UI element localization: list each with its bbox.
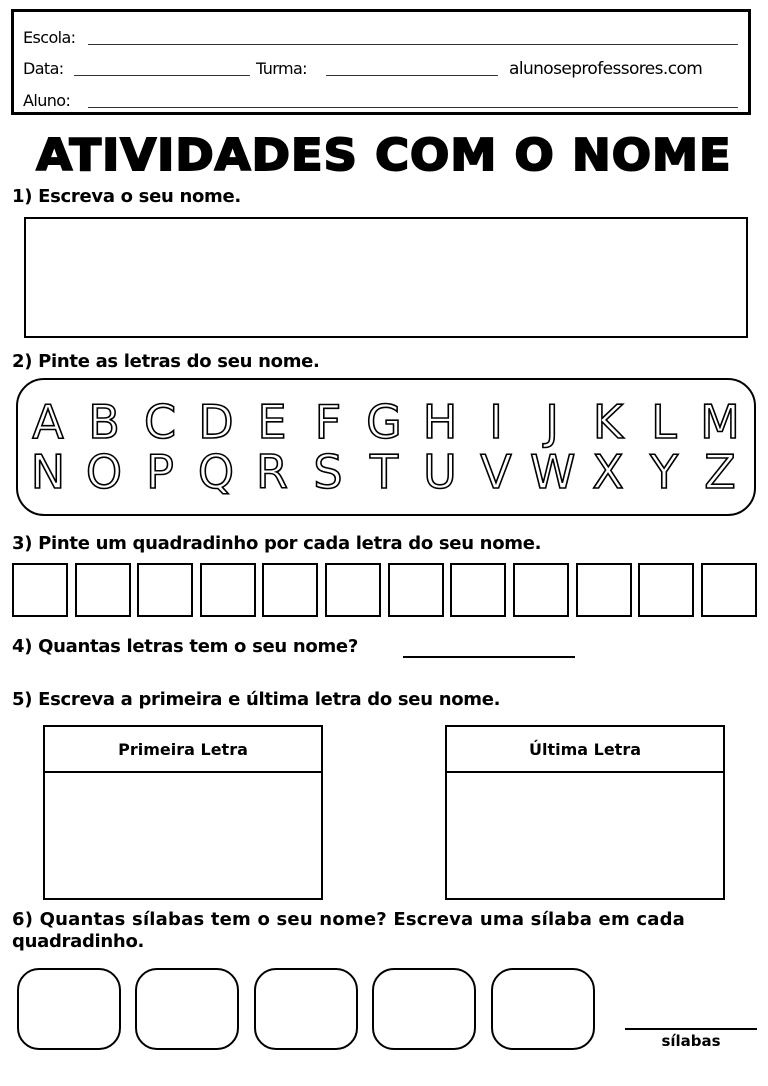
last-letter-field[interactable] xyxy=(447,773,723,900)
letter-h[interactable]: H xyxy=(422,395,458,449)
syllable-box-5[interactable] xyxy=(491,968,595,1050)
date-label: Data: xyxy=(23,59,64,78)
syllable-count-field[interactable] xyxy=(625,1028,757,1030)
letter-d[interactable]: D xyxy=(198,395,234,449)
letter-o[interactable]: O xyxy=(85,445,123,499)
letter-x[interactable]: X xyxy=(592,445,624,499)
letter-p[interactable]: P xyxy=(146,445,174,499)
letter-u[interactable]: U xyxy=(423,445,457,499)
letter-r[interactable]: R xyxy=(256,445,288,499)
letter-square-10[interactable] xyxy=(576,563,632,617)
letter-e[interactable]: E xyxy=(257,395,287,449)
syllable-box-4[interactable] xyxy=(372,968,476,1050)
letter-square-6[interactable] xyxy=(325,563,381,617)
letter-s[interactable]: S xyxy=(313,445,343,499)
page-title: ATIVIDADES COM O NOME xyxy=(36,130,732,181)
class-label: Turma: xyxy=(256,59,307,78)
question-2: 2) Pinte as letras do seu nome. xyxy=(12,351,320,372)
question-6-line-2: quadradinho. xyxy=(12,931,145,952)
letter-square-3[interactable] xyxy=(137,563,193,617)
letter-n[interactable]: N xyxy=(30,445,66,499)
letter-k[interactable]: K xyxy=(592,395,624,449)
letter-b[interactable]: B xyxy=(88,395,120,449)
question-5: 5) Escreva a primeira e última letra do seu nome. xyxy=(12,689,501,710)
letter-square-5[interactable] xyxy=(262,563,318,617)
syllable-box-1[interactable] xyxy=(17,968,121,1050)
letter-y[interactable]: Y xyxy=(649,445,679,499)
first-letter-header: Primeira Letra xyxy=(45,727,321,773)
syllable-box-2[interactable] xyxy=(135,968,239,1050)
question-3: 3) Pinte um quadradinho por cada letra do seu nome. xyxy=(12,533,542,554)
question-4: 4) Quantas letras tem o seu nome? xyxy=(12,636,358,657)
first-letter-field[interactable] xyxy=(45,773,321,900)
letter-f[interactable]: F xyxy=(314,395,342,449)
letter-v[interactable]: V xyxy=(480,445,512,499)
last-letter-header: Última Letra xyxy=(447,727,723,773)
letter-q[interactable]: Q xyxy=(197,445,235,499)
letter-square-12[interactable] xyxy=(701,563,757,617)
student-field[interactable] xyxy=(88,107,738,108)
name-writing-box[interactable] xyxy=(24,217,748,338)
letter-m[interactable]: M xyxy=(700,395,740,449)
letter-a[interactable]: A xyxy=(32,395,64,449)
question-6-line-1: 6) Quantas sílabas tem o seu nome? Escreva uma sílaba em cada xyxy=(12,909,686,930)
letter-i[interactable]: I xyxy=(489,395,503,449)
letter-square-11[interactable] xyxy=(638,563,694,617)
letter-square-2[interactable] xyxy=(75,563,131,617)
school-label: Escola: xyxy=(23,28,76,47)
letter-t[interactable]: T xyxy=(369,445,399,499)
letter-g[interactable]: G xyxy=(366,395,402,449)
question-1: 1) Escreva o seu nome. xyxy=(12,186,241,207)
alphabet-panel xyxy=(16,378,756,516)
letter-z[interactable]: Z xyxy=(704,445,736,499)
letter-square-4[interactable] xyxy=(200,563,256,617)
syllables-label: sílabas xyxy=(661,1032,721,1050)
letter-count-field[interactable] xyxy=(403,656,575,658)
letter-w[interactable]: W xyxy=(530,445,576,499)
alphabet-row-1 xyxy=(18,397,754,447)
syllable-box-3[interactable] xyxy=(254,968,358,1050)
alphabet-row-2 xyxy=(18,447,754,497)
first-letter-box xyxy=(43,725,323,900)
website-label: alunoseprofessores.com xyxy=(509,59,703,79)
letter-square-9[interactable] xyxy=(513,563,569,617)
letter-j[interactable]: J xyxy=(545,395,559,449)
last-letter-box xyxy=(445,725,725,900)
letter-square-8[interactable] xyxy=(450,563,506,617)
date-field[interactable] xyxy=(74,75,250,76)
student-info-box xyxy=(11,9,751,115)
class-field[interactable] xyxy=(326,75,498,76)
letter-square-7[interactable] xyxy=(388,563,444,617)
letter-c[interactable]: C xyxy=(143,395,177,449)
student-label: Aluno: xyxy=(23,91,71,110)
letter-square-1[interactable] xyxy=(12,563,68,617)
letter-l[interactable]: L xyxy=(651,395,677,449)
school-field[interactable] xyxy=(88,44,738,45)
